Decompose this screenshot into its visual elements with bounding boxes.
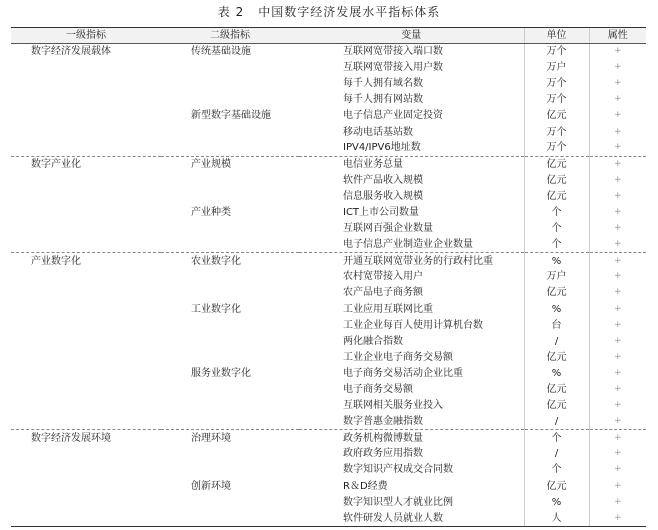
attribute-cell: + xyxy=(589,430,646,446)
table-row xyxy=(11,188,646,204)
unit-cell: 亿元 xyxy=(524,285,589,301)
attribute-cell: + xyxy=(589,365,646,381)
table-header-row xyxy=(11,28,646,44)
unit-cell: % xyxy=(524,494,589,510)
level1-cell xyxy=(11,333,161,349)
unit-cell: 万个 xyxy=(524,140,589,156)
table-row xyxy=(11,269,646,285)
level2-cell xyxy=(161,414,299,430)
table-row xyxy=(11,398,646,414)
level2-cell: 传统基础设施 xyxy=(191,46,251,58)
level2-cell xyxy=(161,172,299,188)
variable-cell: 工业应用互联网比重 xyxy=(343,303,433,315)
attribute-cell: + xyxy=(589,188,646,204)
variable-cell: 电子商务交易额 xyxy=(343,384,413,396)
unit-cell: % xyxy=(524,301,589,317)
unit-cell: 个 xyxy=(524,204,589,220)
level1-cell xyxy=(11,510,161,526)
attribute-cell: + xyxy=(589,398,646,414)
table-row xyxy=(11,237,646,253)
table-row xyxy=(11,124,646,140)
variable-cell: 电子信息产业制造业企业数量 xyxy=(343,238,473,250)
table-row xyxy=(11,446,646,462)
attribute-cell: + xyxy=(589,221,646,237)
unit-cell: / xyxy=(524,333,589,349)
attribute-cell: + xyxy=(589,108,646,124)
variable-cell: 软件研发人员就业人数 xyxy=(299,510,524,526)
attribute-cell: + xyxy=(589,478,646,494)
table-row xyxy=(11,301,646,317)
table-row xyxy=(11,92,646,108)
attribute-cell: + xyxy=(589,124,646,140)
level2-cell xyxy=(161,124,299,140)
variable-cell: 工业企业每百人使用计算机台数 xyxy=(343,319,483,331)
variable-cell: 数字知识产权成交合同数 xyxy=(343,464,453,476)
attribute-cell: + xyxy=(589,76,646,92)
attribute-cell: + xyxy=(589,301,646,317)
unit-cell: / xyxy=(524,446,589,462)
unit-cell: / xyxy=(524,414,589,430)
table-row xyxy=(11,478,646,494)
level1-cell xyxy=(11,124,161,140)
level1-cell xyxy=(11,398,161,414)
variable-cell: 数字普惠金融指数 xyxy=(343,415,423,427)
level1-cell xyxy=(11,269,161,285)
level2-cell: 工业数字化 xyxy=(191,303,241,315)
table-row xyxy=(11,349,646,365)
level2-cell xyxy=(161,446,299,462)
unit-cell: 台 xyxy=(524,317,589,333)
variable-cell: 开通互联网宽带业务的行政村比重 xyxy=(299,253,524,269)
unit-cell: 亿元 xyxy=(524,188,589,204)
variable-cell: 互联网宽带接入用户数 xyxy=(343,62,443,74)
level1-cell xyxy=(11,478,161,494)
attribute-cell: + xyxy=(589,285,646,301)
variable-cell: 每千人拥有域名数 xyxy=(343,78,423,90)
table-caption xyxy=(0,3,658,20)
table-row xyxy=(11,204,646,220)
level2-cell: 产业规模 xyxy=(161,156,299,172)
unit-cell: 亿元 xyxy=(524,349,589,365)
variable-cell: 软件产品收入规模 xyxy=(343,174,423,186)
unit-cell: 万个 xyxy=(524,124,589,140)
level2-cell: 创新环境 xyxy=(191,480,231,492)
variable-cell: 政府政务应用指数 xyxy=(343,448,423,460)
attribute-cell: + xyxy=(589,446,646,462)
attribute-cell: + xyxy=(589,414,646,430)
level2-cell xyxy=(161,269,299,285)
level1-cell xyxy=(11,172,161,188)
level2-cell: 农业数字化 xyxy=(161,253,299,269)
level2-cell xyxy=(161,76,299,92)
variable-cell: ICT上市公司数量 xyxy=(343,206,420,218)
level2-cell xyxy=(161,237,299,253)
variable-cell: 每千人拥有网站数 xyxy=(343,94,423,106)
attribute-cell: + xyxy=(589,317,646,333)
table-row xyxy=(11,221,646,237)
level2-cell xyxy=(161,285,299,301)
level2-cell: 服务业数字化 xyxy=(191,367,251,379)
level1-cell xyxy=(11,204,161,220)
table-row xyxy=(11,76,646,92)
level2-cell xyxy=(161,333,299,349)
attribute-cell: + xyxy=(589,140,646,156)
attribute-cell: + xyxy=(589,462,646,478)
unit-cell: 万户 xyxy=(524,269,589,285)
attribute-cell: + xyxy=(589,494,646,510)
attribute-cell: + xyxy=(589,333,646,349)
unit-cell: 人 xyxy=(524,510,589,526)
table-row xyxy=(11,140,646,156)
attribute-cell: + xyxy=(589,172,646,188)
header-attribute: 属性 xyxy=(589,28,646,44)
level1-cell xyxy=(11,349,161,365)
level1-cell xyxy=(11,221,161,237)
level1-cell xyxy=(11,237,161,253)
level2-cell xyxy=(161,188,299,204)
variable-cell: R＆D经费 xyxy=(343,480,388,492)
table-row xyxy=(11,414,646,430)
table-row xyxy=(11,172,646,188)
header-level2: 二级指标 xyxy=(161,28,299,44)
level1-cell xyxy=(11,494,161,510)
table-row xyxy=(11,510,646,526)
level2-cell xyxy=(161,221,299,237)
level1-cell: 数字经济发展载体 xyxy=(31,46,111,58)
variable-cell: 互联网相关服务业投入 xyxy=(343,400,443,412)
variable-cell: 工业企业电子商务交易额 xyxy=(343,351,453,363)
level1-cell xyxy=(11,381,161,397)
unit-cell: 亿元 xyxy=(524,172,589,188)
level2-cell xyxy=(161,92,299,108)
variable-cell: 农产品电子商务额 xyxy=(343,287,423,299)
unit-cell: 万个 xyxy=(524,76,589,92)
variable-cell: 移动电话基站数 xyxy=(343,126,413,138)
unit-cell: % xyxy=(524,253,589,269)
variable-cell: 电信业务总量 xyxy=(299,156,524,172)
attribute-cell: + xyxy=(589,156,646,172)
unit-cell: 万个 xyxy=(524,92,589,108)
variable-cell: 政务机构微博数量 xyxy=(299,430,524,446)
table-row xyxy=(11,44,646,60)
level1-cell xyxy=(11,317,161,333)
unit-cell: 万户 xyxy=(524,60,589,76)
level2-cell xyxy=(161,60,299,76)
level2-cell: 新型数字基础设施 xyxy=(191,110,271,122)
unit-cell: 万个 xyxy=(524,44,589,60)
table-row xyxy=(11,430,646,446)
unit-cell: % xyxy=(524,365,589,381)
header-variable: 变量 xyxy=(299,28,524,44)
table-row xyxy=(11,108,646,124)
unit-cell: 个 xyxy=(524,221,589,237)
unit-cell: 亿元 xyxy=(524,478,589,494)
attribute-cell: + xyxy=(589,510,646,526)
level2-cell xyxy=(161,494,299,510)
level1-cell: 数字产业化 xyxy=(11,156,161,172)
variable-cell: IPV4/IPV6地址数 xyxy=(343,142,421,154)
table-row xyxy=(11,381,646,397)
attribute-cell: + xyxy=(589,237,646,253)
attribute-cell: + xyxy=(589,253,646,269)
level2-cell: 治理环境 xyxy=(161,430,299,446)
variable-cell: 电子商务交易活动企业比重 xyxy=(343,367,463,379)
table-row xyxy=(11,462,646,478)
table-row xyxy=(11,333,646,349)
variable-cell: 互联网百强企业数量 xyxy=(343,223,433,235)
unit-cell: 个 xyxy=(524,430,589,446)
level2-cell xyxy=(161,140,299,156)
level2-cell xyxy=(161,510,299,526)
table-row xyxy=(11,285,646,301)
variable-cell: 数字知识型人才就业比例 xyxy=(343,496,453,508)
variable-cell: 农村宽带接入用户 xyxy=(343,271,423,283)
table-row xyxy=(11,317,646,333)
level1-cell xyxy=(11,446,161,462)
level1-cell xyxy=(11,365,161,381)
level1-cell xyxy=(11,301,161,317)
attribute-cell: + xyxy=(589,349,646,365)
unit-cell: 亿元 xyxy=(524,398,589,414)
table-row xyxy=(11,156,646,172)
attribute-cell: + xyxy=(589,44,646,60)
attribute-cell: + xyxy=(589,60,646,76)
level2-cell xyxy=(161,398,299,414)
level1-cell xyxy=(11,60,161,76)
level1-cell xyxy=(11,285,161,301)
attribute-cell: + xyxy=(589,381,646,397)
level2-cell xyxy=(161,317,299,333)
attribute-cell: + xyxy=(589,92,646,108)
level1-cell xyxy=(11,108,161,124)
level2-cell xyxy=(161,349,299,365)
table-row xyxy=(11,494,646,510)
header-unit: 单位 xyxy=(524,28,589,44)
level1-cell xyxy=(11,462,161,478)
unit-cell: 亿元 xyxy=(524,108,589,124)
level2-cell xyxy=(161,381,299,397)
unit-cell: 亿元 xyxy=(524,156,589,172)
attribute-cell: + xyxy=(589,269,646,285)
unit-cell: 亿元 xyxy=(524,381,589,397)
level1-cell: 数字经济发展环境 xyxy=(11,430,161,446)
attribute-cell: + xyxy=(589,204,646,220)
variable-cell: 互联网宽带接入端口数 xyxy=(343,46,443,58)
table-row xyxy=(11,60,646,76)
level1-cell xyxy=(11,92,161,108)
variable-cell: 信息服务收入规模 xyxy=(343,190,423,202)
table-number: 表 2 xyxy=(217,5,245,19)
variable-cell: 两化融合指数 xyxy=(343,335,403,347)
unit-cell: 个 xyxy=(524,237,589,253)
header-level1: 一级指标 xyxy=(11,28,161,44)
level1-cell xyxy=(11,76,161,92)
table-row xyxy=(11,365,646,381)
variable-cell: 电子信息产业固定投资 xyxy=(343,110,443,122)
level1-cell xyxy=(11,140,161,156)
unit-cell: 个 xyxy=(524,462,589,478)
table-title: 中国数字经济发展水平指标体系 xyxy=(258,5,441,19)
table-body xyxy=(11,44,646,527)
table-row xyxy=(11,253,646,269)
level2-cell: 产业种类 xyxy=(191,206,231,218)
level2-cell xyxy=(161,462,299,478)
level1-cell: 产业数字化 xyxy=(11,253,161,269)
indicator-table xyxy=(11,27,646,527)
level1-cell xyxy=(11,414,161,430)
level1-cell xyxy=(11,188,161,204)
